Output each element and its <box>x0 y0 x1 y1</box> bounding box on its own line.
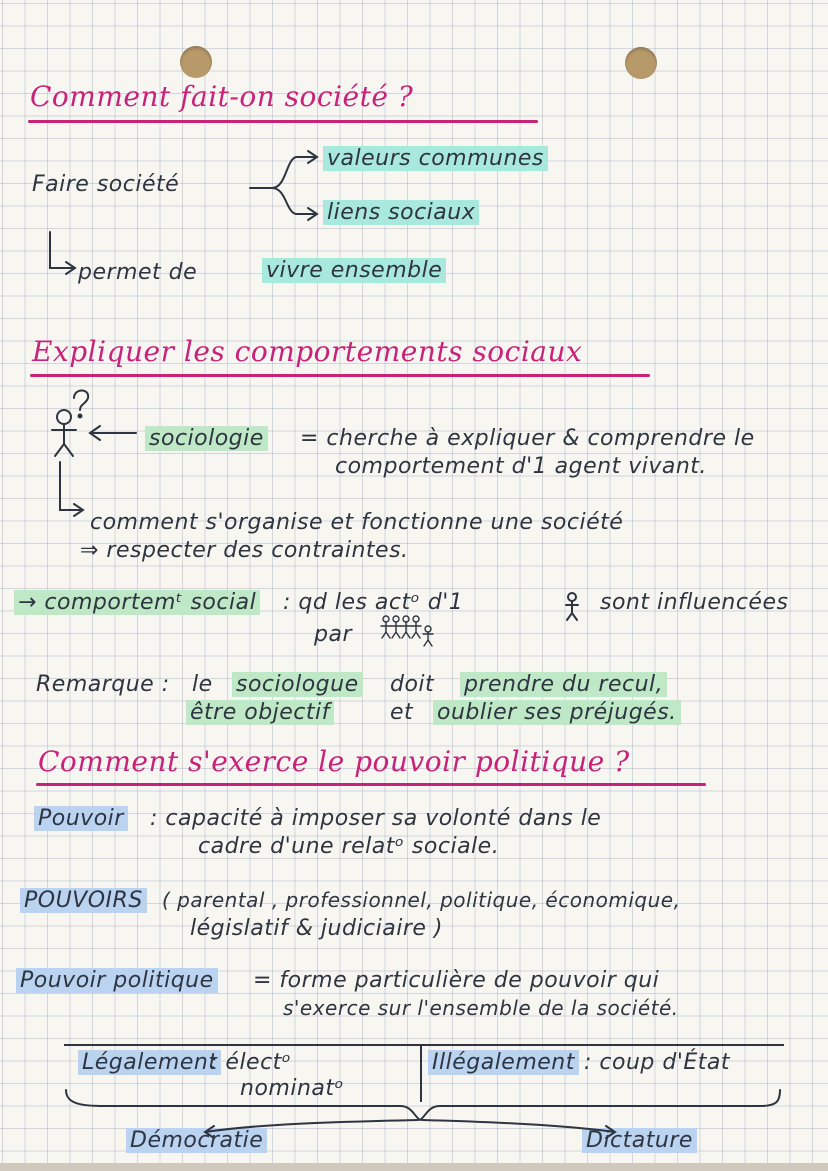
crowd-icon <box>381 616 433 646</box>
valeurs-communes: valeurs communes <box>323 146 548 171</box>
heading-underline <box>30 374 650 377</box>
remarque-oublier-prejuges: oublier ses préjugés. <box>433 700 681 725</box>
remarque-etre-objectif: être objectif <box>186 700 334 725</box>
comment-organise: comment s'organise et fonctionne une société <box>90 510 624 535</box>
comportement-social-def-1: : qd les actᵒ d'1 <box>283 590 464 615</box>
remarque-label: Remarque : <box>36 672 170 697</box>
sociologie-definition-2: comportement d'1 agent vivant. <box>335 454 707 479</box>
heading-comment-fait-on-societe: Comment fait-on société ? <box>30 80 414 113</box>
heading-underline <box>36 783 706 786</box>
pouvoirs-list-1: ( parental , professionnel, politique, économique, <box>162 888 681 912</box>
table-top-line <box>64 1044 784 1046</box>
bottom-brace <box>66 1090 780 1120</box>
comportement-social-label: → comportemᵗ social <box>14 590 260 615</box>
arrow-icon <box>90 426 136 440</box>
dictature-label: Dictature <box>582 1128 697 1153</box>
legalement-value-1: : électᵒ <box>210 1050 292 1075</box>
pouvoirs-label: POUVOIRS <box>20 888 147 913</box>
pouvoir-label: Pouvoir <box>34 806 128 831</box>
pouvoir-definition-1: : capacité à imposer sa volonté dans le <box>150 806 602 831</box>
par-label: par <box>314 622 352 647</box>
heading-underline <box>28 120 538 123</box>
legalement-value-2: nominatᵒ <box>240 1076 345 1101</box>
faire-societe-label: Faire société <box>32 172 180 197</box>
arrow-icon <box>308 151 317 220</box>
pouvoir-politique-label: Pouvoir politique <box>16 968 218 993</box>
permet-de: permet de <box>78 260 198 285</box>
remarque-et: et <box>390 700 414 725</box>
pouvoir-politique-def-2: s'exerce sur l'ensemble de la société. <box>283 996 679 1020</box>
democratie-label: Démocratie <box>126 1128 267 1153</box>
remarque-doit: doit <box>390 672 435 697</box>
person-icon <box>566 593 578 620</box>
vivre-ensemble: vivre ensemble <box>262 258 446 283</box>
stick-figure-question-icon <box>52 391 88 457</box>
remarque-prendre-recul: prendre du recul, <box>460 672 667 697</box>
arrow-icon <box>50 232 75 274</box>
illegalement-value: : coup d'État <box>584 1050 731 1075</box>
table-divider <box>420 1044 422 1102</box>
heading-pouvoir-politique: Comment s'exerce le pouvoir politique ? <box>38 745 630 778</box>
illegalement-label: Illégalement <box>428 1050 579 1075</box>
brace-icon <box>250 157 316 214</box>
sociologie-definition-1: = cherche à expliquer & comprendre le <box>300 426 755 451</box>
pouvoirs-list-2: législatif & judiciaire ) <box>190 916 443 941</box>
arrow-icon <box>60 462 83 516</box>
pouvoir-definition-2: cadre d'une relatᵒ sociale. <box>198 834 500 859</box>
sociologie-label: sociologie <box>145 426 268 451</box>
legalement-label: Légalement <box>78 1050 221 1075</box>
pouvoir-politique-def-1: = forme particulière de pouvoir qui <box>253 968 660 993</box>
binder-hole-left <box>180 46 212 78</box>
respecter-contraintes: ⇒ respecter des contraintes. <box>80 538 409 563</box>
remarque-le: le <box>192 672 213 697</box>
heading-expliquer-comportements: Expliquer les comportements sociaux <box>32 335 583 368</box>
liens-sociaux: liens sociaux <box>323 200 479 225</box>
binder-hole-right <box>625 47 657 79</box>
remarque-sociologue: sociologue <box>232 672 363 697</box>
comportement-social-def-2: sont influencées <box>600 590 789 615</box>
